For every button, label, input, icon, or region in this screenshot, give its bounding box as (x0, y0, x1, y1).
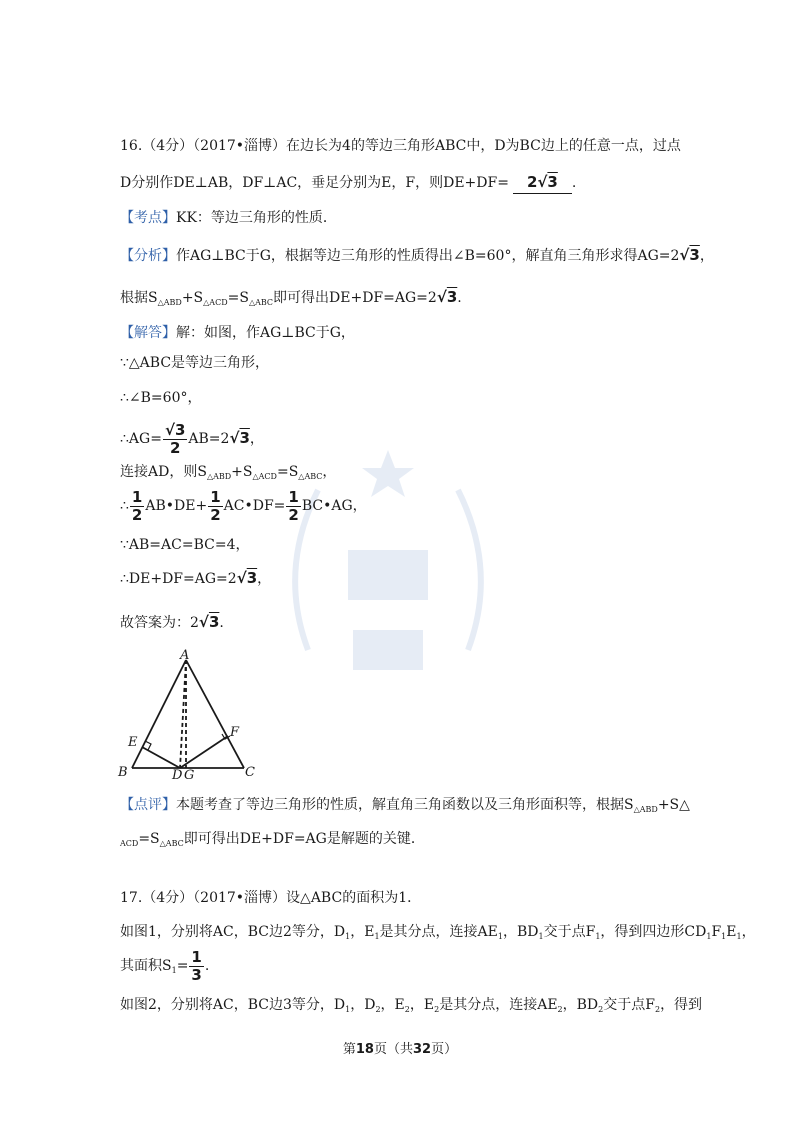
q16-answer-blank: 2√3 (513, 172, 572, 194)
q17-line4: 如图2，分别将AC，BC边3等分，$D_1$，$D_2$，$E_2$，$E_2$是其分点，连接$AE_2$，$BD_2$交于点$F_2$，得到 (120, 997, 703, 1014)
jieda-step6: ∵AB=AC=BC=4， (120, 537, 250, 553)
jieda-step4: 连接AD，则$S_{\triangle ABD}+S_{\triangle ACD}=S_{\triangle ABC}$， (120, 464, 337, 481)
dianping-tag: 【点评】 (120, 797, 176, 813)
kaodian-tag: 【考点】 (120, 210, 176, 226)
label-A: A (180, 648, 190, 663)
label-E: E (128, 735, 138, 750)
total-pages: 32 (413, 1042, 432, 1057)
q17-line3: 其面积$S_1=$ $\frac{1}{3}$ . (120, 947, 210, 984)
q16-line2: D分别作DE⊥AB，DF⊥AC，垂足分别为E，F，则DE+DF= 2√3 . (120, 172, 576, 194)
q17-line2: 如图1，分别将AC，BC边2等分，$D_1$，$E_1$是其分点，连接$AE_1$，$BD_1$交于点$F_1$，得到四边形$CD_1F_1E_1$， (120, 924, 756, 941)
fraction: $\frac{√3}{2}$ (164, 420, 186, 457)
jieda-step1: ∵△ABC是等边三角形， (120, 355, 270, 371)
label-F: F (230, 725, 240, 740)
q17-line1: 17.（4分）（2017•淄博）设△ABC的面积为1． (120, 890, 422, 906)
fenxi-line2: 根据$S_{\triangle ABD}+S_{\triangle ACD}=S_{\triangle ABC}$即可得出DE+DF=AG=2√3. (120, 288, 462, 307)
jieda-step8: 故答案为：2√3. (120, 613, 224, 631)
jieda-line: 【解答】解：如图，作AG⊥BC于G， (120, 325, 355, 341)
jieda-tag: 【解答】 (120, 325, 176, 341)
label-D: D (172, 768, 183, 780)
dianping-line2: $_{ACD}=S_{\triangle ABC}$即可得出DE+DF=AG是解题的关键． (120, 831, 425, 848)
label-B: B (118, 765, 128, 780)
fenxi-tag: 【分析】 (120, 248, 176, 264)
jieda-step3: ∴AG= $\frac{√3}{2}$ AB=2√3， (120, 420, 264, 457)
label-G: G (184, 768, 195, 780)
dianping-line1: 【点评】本题考查了等边三角形的性质，解直角三角函数以及三角形面积等，根据$S_{\triangle ABD}+S\triangle$ (120, 797, 690, 814)
jieda-step5: ∴ $\frac{1}{2}$ AB•DE+ $\frac{1}{2}$ AC•DF= $\frac{1}{2}$ BC•AG， (120, 487, 367, 524)
kaodian-line: 【考点】KK：等边三角形的性质． (120, 210, 337, 226)
page-footer: 第18页（共32页） (342, 1042, 458, 1057)
fenxi-line1: 【分析】作AG⊥BC于G，根据等边三角形的性质得出∠B=60°，解直角三角形求得AG=2√3， (120, 246, 714, 264)
page-number: 18 (355, 1042, 374, 1057)
label-C: C (245, 765, 255, 780)
q16-line1: 16.（4分）（2017•淄博）在边长为4的等边三角形ABC中，D为BC边上的任意一点，过点 (120, 138, 681, 154)
jieda-step7: ∴DE+DF=AG=2√3， (120, 569, 272, 587)
jieda-step2: ∴∠B=60°， (120, 390, 202, 406)
triangle-figure (114, 648, 264, 780)
